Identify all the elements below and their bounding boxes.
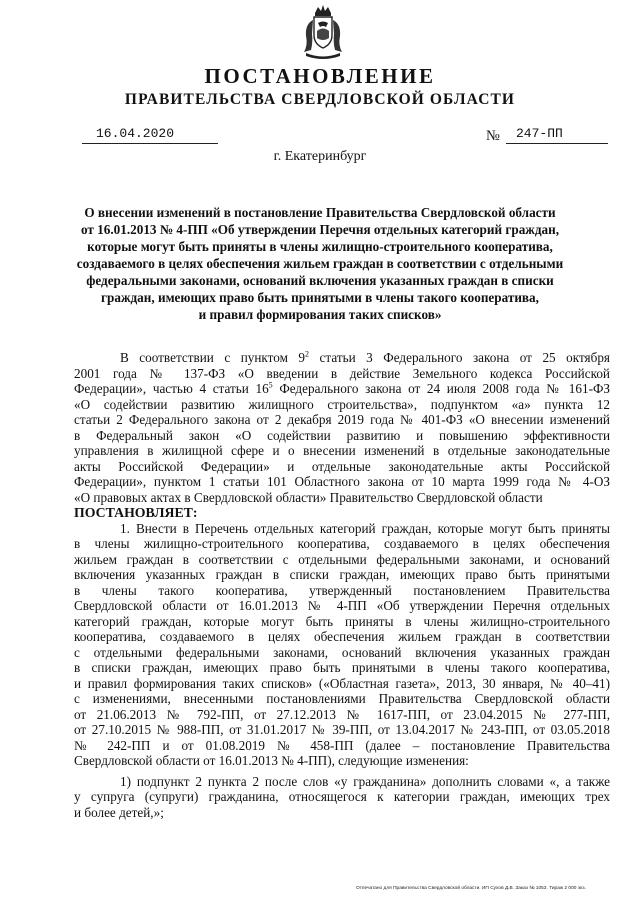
body-line: В соответствии с пунктом $9^2$ статьи 3 Федерального закона от 25 октября (120, 349, 610, 365)
body-line: с изменениями, внесенными постановлениями Правительства Свердловской области (74, 691, 610, 706)
body-line: акты Российской Федерации» и отдельные законодательные акты Российской (74, 458, 610, 474)
body-line: Свердловской области от 16.01.2013 № 4-ПП), следующие изменения: (74, 753, 469, 768)
document-number: 247-ПП (516, 126, 563, 141)
superscript: 2 (305, 349, 310, 359)
city: г. Екатеринбург (273, 149, 367, 164)
number-label: № (486, 128, 500, 144)
superscript: 5 (268, 380, 273, 390)
body-line: в члены такого кооператива, утвержденный постановлением Правительства (74, 582, 610, 598)
heading-line: создаваемого в целях обеспечения жильем граждан в соответствии с отдельными (76, 256, 564, 271)
body-line: 2001 года № 137-ФЗ «О введении в действие Земельного кодекса Российской (74, 365, 610, 381)
body-line: и правил формирования таких списков» («Областная газета», 2013, 30 января, № 40–41) (74, 675, 610, 691)
heading-line: федеральными законами, оснований включения указанных граждан в списки (86, 273, 554, 288)
body-line: Федерации», частью 4 статьи $16^5$ Федерального закона от 24 июля 2008 года № 161-ФЗ (74, 380, 610, 396)
body-line: и более детей,»; (74, 804, 164, 820)
body-line: в списки граждан, имеющих право быть принятыми в члены такого кооператива, (74, 660, 610, 675)
body-line: 1) подпункт 2 пункта 2 после слов «у гражданина» дополнить словами «, а также (120, 773, 610, 789)
body-line: в члены жилищно-строительного кооператива, создаваемого в целях обеспечения (74, 536, 610, 551)
body-line: с отдельными федеральными законами, оснований включения указанных граждан (74, 644, 610, 660)
body-line: в Федеральный закон «О содействии развитию и повышению эффективности (74, 427, 610, 443)
body-line: управления в жилищной сфере и о внесении изменений в отдельные законодательные (74, 443, 610, 458)
body-line: от 21.06.2013 № 792-ПП, от 27.12.2013 № 1617-ПП, от 23.04.2015 № 277-ПП, (74, 706, 610, 722)
body-line: 1. Внести в Перечень отдельных категорий граждан, которые могут быть приняты (120, 520, 610, 536)
body-line: категорий граждан, которые могут быть приняты в члены жилищно-строительного (74, 613, 610, 629)
body-line: статьи 2 Федерального закона от 2 декабря 2019 года № 401-ФЗ «О внесении изменений (74, 412, 610, 427)
heading-line: от 16.01.2013 № 4-ПП «Об утверждении Перечня отдельных категорий граждан, (80, 222, 560, 237)
body-line: Свердловской области от 16.01.2013 № 4-ПП «Об утверждении Перечня отдельных (74, 598, 610, 613)
printer-note: Отпечатано для Правительства Свердловской области. ИП Сухов Д.В. Заказ № 1053. Тираж 2 000 экз. (356, 886, 586, 891)
body-line: включения указанных граждан в списки граждан, имеющих право быть принятыми (74, 567, 610, 582)
date-field (82, 126, 218, 144)
body-line: у супруга (супруги) гражданина, относящегося к категории граждан, имеющих трех (74, 789, 610, 804)
issuing-authority: ПРАВИТЕЛЬСТВА СВЕРДЛОВСКОЙ ОБЛАСТИ (124, 91, 516, 108)
heading-line: О внесении изменений в постановление Правительства Свердловской области (84, 205, 556, 220)
body-text (74, 350, 610, 820)
heading-line: которые могут быть приняты в члены жилищно-строительного кооператива, (87, 239, 553, 254)
body-line: Федерации», пунктом 1 статьи 101 Областного закона от 10 марта 1999 года № 4-ОЗ (74, 474, 610, 489)
body-line: «О правовых актах в Свердловской области» Правительство Свердловской области (74, 489, 543, 505)
heading-line: и правил формирования таких списков» (198, 307, 442, 322)
body-line: № 242-ПП и от 01.08.2019 № 458-ПП (далее – постановление Правительства (74, 737, 610, 753)
number-field (506, 126, 608, 144)
body-line: «О содействии развитию жилищного строительства», подпунктом «а» пункта 12 (74, 396, 610, 412)
body-line: от 27.10.2015 № 988-ПП, от 31.01.2017 № 39-ПП, от 13.04.2017 № 243-ПП, от 03.05.2018 (74, 722, 610, 737)
body-line: кооператива, создаваемого в целях обеспечения жильем граждан в соответствии (74, 629, 610, 644)
document-title: ПОСТАНОВЛЕНИЕ (204, 64, 436, 88)
coat-of-arms-icon (300, 4, 346, 62)
document-date: 16.04.2020 (96, 126, 175, 141)
body-line: жильем граждан в соответствии с отдельными федеральными законами, и оснований (74, 551, 610, 567)
heading-line: граждан, имеющих право быть принятыми в члены такого кооператива, (101, 290, 539, 305)
document-heading (60, 204, 580, 323)
resolution-keyword: ПОСТАНОВЛЯЕТ: (74, 505, 198, 520)
